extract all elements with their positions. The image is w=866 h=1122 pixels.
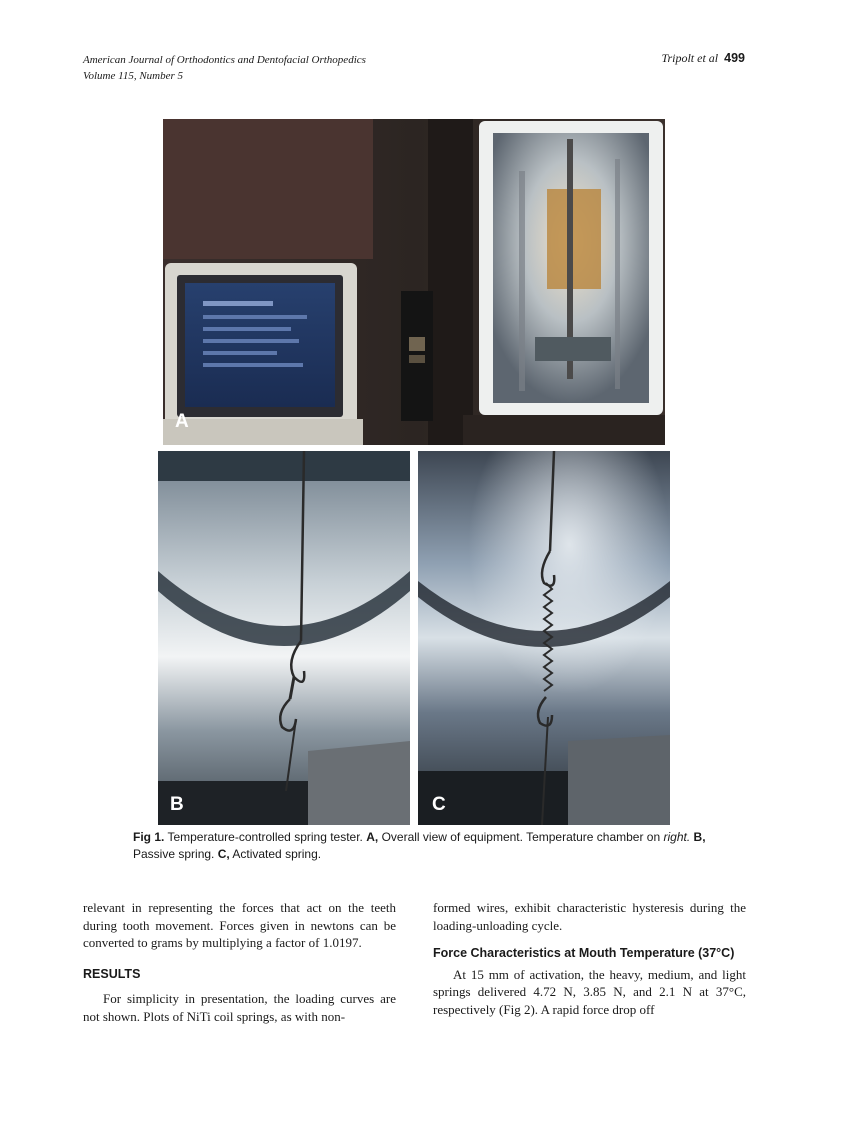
body-paragraph: For simplicity in presentation, the loading curves are not shown. Plots of NiTi coil springs, as with non- [83,991,396,1024]
caption-text-4: Activated spring. [229,847,322,861]
panel-label-a: A [175,411,189,432]
panel-label-c: C [432,794,446,815]
passive-spring-photo [158,451,410,825]
caption-right-word: right. [663,830,691,844]
caption-label: Fig 1. [133,830,165,844]
section-heading-results: RESULTS [83,966,141,981]
equipment-photo [163,119,665,445]
journal-title: American Journal of Orthodontics and Dentofacial Orthopedics [83,54,366,66]
body-paragraph: At 15 mm of activation, the heavy, medium, and light springs delivered 4.72 N, 3.85 N, and 2.1 N at 37°C, respectively (Fig 2). A rapid force drop off [433,966,746,1017]
body-column-right [433,899,746,1018]
figure-panel-c [418,451,670,825]
figure-panel-b [158,451,410,825]
body-paragraph: formed wires, exhibit characteristic hysteresis during the loading-unloading cycle. [433,900,746,933]
caption-text-3: Passive spring. [133,847,218,861]
caption-c-label: C, [217,847,230,861]
volume-number: Volume 115, Number 5 [83,70,184,82]
figure-panel-a [163,119,665,445]
body-column-left [83,899,396,1025]
figure-caption [133,829,733,863]
caption-text-2: Overall view of equipment. Temperature chamber on [378,830,664,844]
caption-b-label: B, [690,830,706,844]
caption-a-label: A, [366,830,379,844]
caption-text-1: Temperature-controlled spring tester. [164,830,367,844]
page-number: 499 [724,51,745,65]
author-names: Tripolt et al [661,51,719,65]
subsection-heading-force: Force Characteristics at Mouth Temperature (37°C) [433,946,735,960]
body-paragraph: relevant in representing the forces that act on the teeth during tooth movement. Forces given in newtons can be converted to grams by multiplying a factor of 1.0197. [83,900,396,950]
running-header-right [661,51,745,66]
running-header-left [83,52,366,84]
panel-label-b: B [170,794,184,815]
activated-spring-photo [418,451,670,825]
